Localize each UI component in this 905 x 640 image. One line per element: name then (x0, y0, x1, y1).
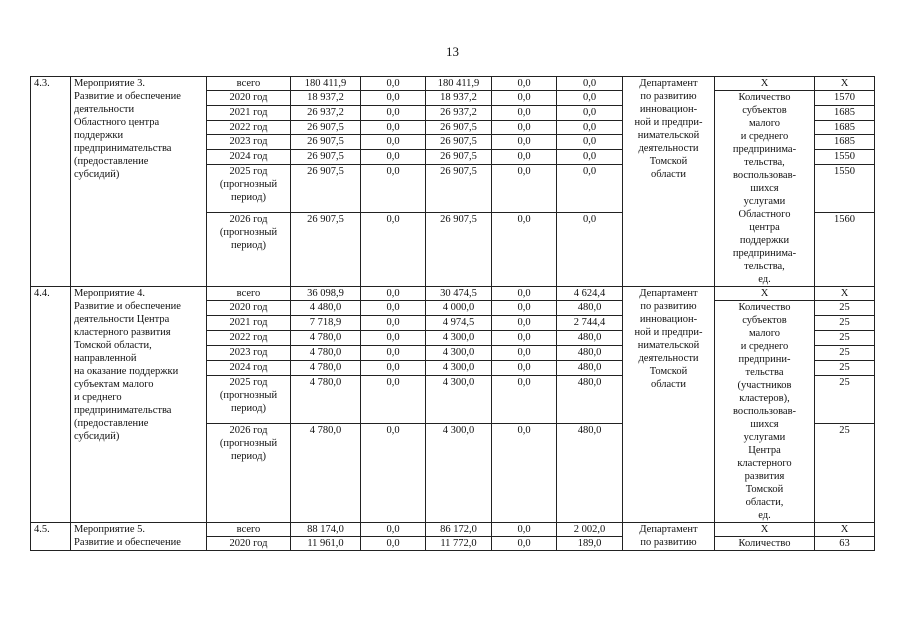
indicator-value: 1570 (815, 91, 875, 106)
indicator-value: 63 (815, 537, 875, 551)
activity-name: Мероприятие 4. Развитие и обеспечение деятельности Центра кластерного развития Томской области, направленной на оказание поддержки субъектам малого и среднего предпринимательства (предоставление субсидий) (71, 287, 207, 523)
amount-cell: 480,0 (557, 346, 623, 361)
amount-cell: 0,0 (492, 150, 557, 165)
indicator-value: 1685 (815, 135, 875, 150)
year-cell: всего (207, 287, 291, 301)
amount-cell: 18 937,2 (291, 91, 361, 106)
amount-cell: 0,0 (492, 105, 557, 120)
amount-cell: 26 907,5 (426, 165, 492, 213)
amount-cell: 0,0 (492, 316, 557, 331)
amount-cell: 0,0 (492, 287, 557, 301)
amount-cell: 4 300,0 (426, 424, 492, 523)
indicator-value: 25 (815, 361, 875, 376)
indicator-value: 1685 (815, 120, 875, 135)
indicator-value: 1560 (815, 213, 875, 287)
indicator-value: X (815, 287, 875, 301)
indicator-cell: X (715, 77, 815, 91)
amount-cell: 0,0 (492, 91, 557, 106)
amount-cell: 480,0 (557, 361, 623, 376)
indicator-cell: X (715, 287, 815, 301)
amount-cell: 0,0 (492, 77, 557, 91)
amount-cell: 36 098,9 (291, 287, 361, 301)
amount-cell: 11 961,0 (291, 537, 361, 551)
table-row (31, 287, 875, 301)
amount-cell: 26 907,5 (291, 213, 361, 287)
year-cell: 2022 год (207, 331, 291, 346)
year-cell: 2020 год (207, 301, 291, 316)
amount-cell: 4 300,0 (426, 331, 492, 346)
year-cell: 2026 год (прогнозный период) (207, 424, 291, 523)
amount-cell: 0,0 (557, 135, 623, 150)
amount-cell: 26 907,5 (291, 135, 361, 150)
activity-number: 4.5. (31, 523, 71, 551)
indicator-value: 1685 (815, 105, 875, 120)
table-row (31, 523, 875, 537)
activity-name: Мероприятие 3. Развитие и обеспечение деятельности Областного центра поддержки предпринимательства (предоставление субсидий) (71, 77, 207, 287)
year-cell: 2026 год (прогнозный период) (207, 213, 291, 287)
amount-cell: 0,0 (492, 301, 557, 316)
amount-cell: 4 780,0 (291, 376, 361, 424)
year-cell: всего (207, 77, 291, 91)
indicator-cell: Количество (715, 537, 815, 551)
year-cell: 2025 год (прогнозный период) (207, 165, 291, 213)
amount-cell: 0,0 (361, 316, 426, 331)
amount-cell: 0,0 (557, 77, 623, 91)
amount-cell: 0,0 (361, 287, 426, 301)
amount-cell: 4 300,0 (426, 361, 492, 376)
amount-cell: 189,0 (557, 537, 623, 551)
amount-cell: 0,0 (361, 135, 426, 150)
indicator-value: 25 (815, 376, 875, 424)
table-row (31, 77, 875, 91)
amount-cell: 0,0 (557, 120, 623, 135)
amount-cell: 4 780,0 (291, 424, 361, 523)
amount-cell: 0,0 (492, 523, 557, 537)
amount-cell: 18 937,2 (426, 91, 492, 106)
amount-cell: 0,0 (492, 135, 557, 150)
year-cell: 2021 год (207, 105, 291, 120)
amount-cell: 0,0 (492, 424, 557, 523)
year-cell: 2021 год (207, 316, 291, 331)
amount-cell: 0,0 (557, 105, 623, 120)
amount-cell: 0,0 (492, 537, 557, 551)
amount-cell: 4 780,0 (291, 331, 361, 346)
amount-cell: 180 411,9 (291, 77, 361, 91)
amount-cell: 0,0 (361, 424, 426, 523)
amount-cell: 0,0 (361, 91, 426, 106)
indicator-cell: Количество субъектов малого и среднего предприни- тельства (участников кластеров), воспользовав- шихся услугами Центра кластерного развития Томской области, ед. (715, 301, 815, 523)
indicator-value: X (815, 523, 875, 537)
page-number: 13 (446, 44, 459, 59)
amount-cell: 0,0 (361, 523, 426, 537)
indicator-value: 25 (815, 316, 875, 331)
amount-cell: 0,0 (361, 376, 426, 424)
amount-cell: 0,0 (361, 331, 426, 346)
amount-cell: 4 300,0 (426, 346, 492, 361)
year-cell: 2022 год (207, 120, 291, 135)
amount-cell: 4 000,0 (426, 301, 492, 316)
year-cell: 2024 год (207, 361, 291, 376)
amount-cell: 4 780,0 (291, 346, 361, 361)
amount-cell: 26 937,2 (426, 105, 492, 120)
amount-cell: 26 907,5 (291, 165, 361, 213)
amount-cell: 0,0 (361, 120, 426, 135)
amount-cell: 88 174,0 (291, 523, 361, 537)
year-cell: 2023 год (207, 135, 291, 150)
amount-cell: 4 780,0 (291, 361, 361, 376)
amount-cell: 26 907,5 (426, 213, 492, 287)
amount-cell: 30 474,5 (426, 287, 492, 301)
amount-cell: 0,0 (557, 91, 623, 106)
year-cell: всего (207, 523, 291, 537)
activity-number: 4.3. (31, 77, 71, 287)
amount-cell: 4 974,5 (426, 316, 492, 331)
amount-cell: 26 907,5 (291, 150, 361, 165)
amount-cell: 0,0 (492, 331, 557, 346)
amount-cell: 11 772,0 (426, 537, 492, 551)
amount-cell: 26 907,5 (426, 150, 492, 165)
amount-cell: 7 718,9 (291, 316, 361, 331)
department-cell: Департамент по развитию инновацион- ной и предпри- нимательской деятельности Томской области (623, 287, 715, 523)
year-cell: 2025 год (прогнозный период) (207, 376, 291, 424)
amount-cell: 2 002,0 (557, 523, 623, 537)
year-cell: 2024 год (207, 150, 291, 165)
amount-cell: 26 937,2 (291, 105, 361, 120)
indicator-value: 25 (815, 346, 875, 361)
amount-cell: 0,0 (492, 120, 557, 135)
amount-cell: 4 624,4 (557, 287, 623, 301)
year-cell: 2020 год (207, 537, 291, 551)
indicator-value: 25 (815, 301, 875, 316)
amount-cell: 26 907,5 (291, 120, 361, 135)
amount-cell: 480,0 (557, 331, 623, 346)
amount-cell: 0,0 (492, 165, 557, 213)
amount-cell: 4 480,0 (291, 301, 361, 316)
amount-cell: 0,0 (361, 301, 426, 316)
indicator-value: X (815, 77, 875, 91)
year-cell: 2020 год (207, 91, 291, 106)
amount-cell: 0,0 (557, 213, 623, 287)
amount-cell: 0,0 (361, 213, 426, 287)
amount-cell: 0,0 (361, 165, 426, 213)
amount-cell: 480,0 (557, 376, 623, 424)
amount-cell: 480,0 (557, 301, 623, 316)
year-cell: 2023 год (207, 346, 291, 361)
program-table (30, 76, 875, 551)
amount-cell: 4 300,0 (426, 376, 492, 424)
amount-cell: 26 907,5 (426, 120, 492, 135)
amount-cell: 26 907,5 (426, 135, 492, 150)
indicator-cell: X (715, 523, 815, 537)
amount-cell: 0,0 (492, 346, 557, 361)
amount-cell: 180 411,9 (426, 77, 492, 91)
amount-cell: 0,0 (361, 105, 426, 120)
activity-number: 4.4. (31, 287, 71, 523)
department-cell: Департамент по развитию инновацион- ной и предпри- нимательской деятельности Томской области (623, 77, 715, 287)
amount-cell: 0,0 (361, 361, 426, 376)
indicator-value: 25 (815, 424, 875, 523)
amount-cell: 480,0 (557, 424, 623, 523)
indicator-value: 25 (815, 331, 875, 346)
amount-cell: 0,0 (361, 77, 426, 91)
amount-cell: 0,0 (492, 376, 557, 424)
department-cell: Департамент по развитию (623, 523, 715, 551)
amount-cell: 0,0 (492, 361, 557, 376)
indicator-value: 1550 (815, 165, 875, 213)
amount-cell: 0,0 (361, 346, 426, 361)
amount-cell: 0,0 (557, 165, 623, 213)
amount-cell: 0,0 (557, 150, 623, 165)
amount-cell: 0,0 (361, 537, 426, 551)
amount-cell: 2 744,4 (557, 316, 623, 331)
indicator-value: 1550 (815, 150, 875, 165)
amount-cell: 0,0 (361, 150, 426, 165)
amount-cell: 86 172,0 (426, 523, 492, 537)
indicator-cell: Количество субъектов малого и среднего предпринима- тельства, воспользовав- шихся услугами Областного центра поддержки предпринима- тельства, ед. (715, 91, 815, 287)
amount-cell: 0,0 (492, 213, 557, 287)
activity-name: Мероприятие 5. Развитие и обеспечение (71, 523, 207, 551)
